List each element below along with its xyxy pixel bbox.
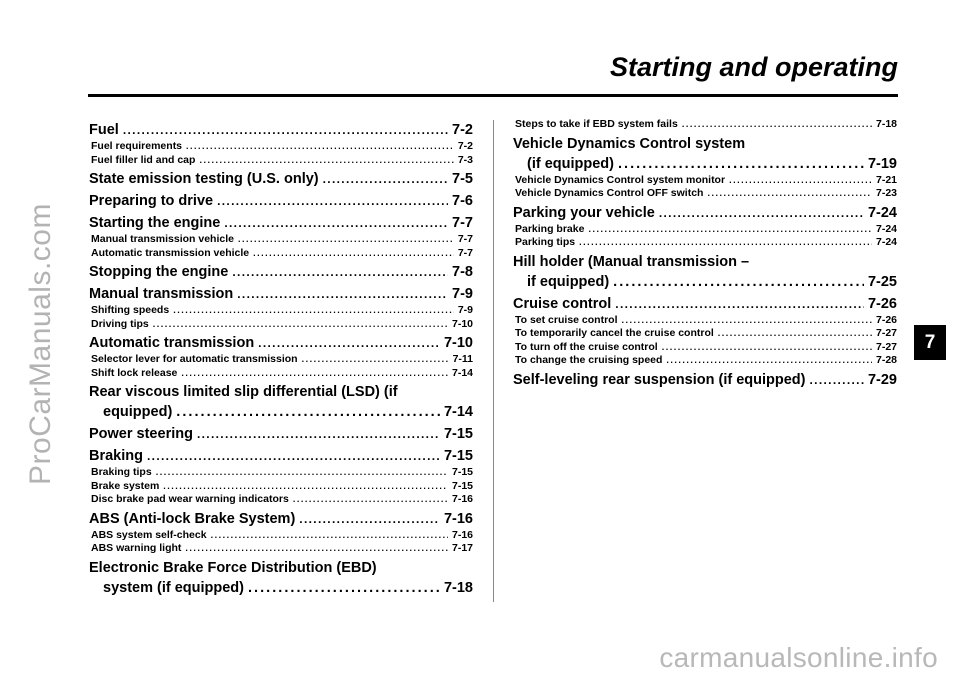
toc-entry-title: To set cruise control	[515, 313, 618, 326]
toc-entry-title: ABS (Anti-lock Brake System)	[89, 510, 296, 527]
toc-entry-page: 7-3	[457, 153, 473, 166]
toc-entry-title: Vehicle Dynamics Control OFF switch	[515, 187, 704, 199]
toc-leader-dots	[618, 154, 864, 174]
toc-entry-page: 7-18	[443, 579, 473, 596]
toc-entry-page: 7-7	[457, 246, 473, 259]
toc-entry-page: 7-15	[443, 448, 473, 464]
toc-entry-title: Parking your vehicle	[513, 204, 655, 221]
toc-leader-dots	[613, 272, 864, 292]
toc-leader-dots	[707, 187, 872, 201]
toc-entry-title: To temporarily cancel the cruise control	[515, 327, 714, 339]
toc-leader-dots	[299, 509, 440, 529]
toc-entry-page: 7-14	[451, 366, 473, 379]
toc-entry-title: Vehicle Dynamics Control system monitor	[515, 173, 726, 186]
toc-entry-heading-line2[interactable]	[513, 154, 897, 174]
toc-entry-title: Fuel filler lid and cap	[91, 153, 196, 166]
toc-right-column	[513, 118, 897, 390]
toc-entry-page: 7-24	[867, 204, 897, 221]
toc-entry-title: ABS warning light	[91, 542, 182, 554]
toc-entry-page: 7-11	[452, 353, 473, 365]
toc-entry-page: 7-27	[875, 340, 897, 353]
page-title: Starting and operating	[609, 52, 898, 82]
toc-leader-dots	[153, 318, 448, 332]
toc-leader-dots	[682, 118, 872, 132]
toc-leader-dots	[173, 304, 454, 318]
toc-entry-subheading[interactable]	[513, 341, 897, 355]
toc-entry-subheading[interactable]	[89, 318, 473, 332]
toc-leader-dots	[232, 262, 448, 282]
toc-entry-title: Fuel requirements	[91, 140, 183, 152]
toc-entry-page: 7-8	[452, 264, 473, 280]
toc-leader-dots	[238, 233, 454, 247]
toc-entry-page: 7-5	[452, 171, 473, 187]
toc-entry-subheading[interactable]	[513, 223, 897, 237]
toc-leader-dots	[181, 367, 448, 381]
toc-entry-page: 7-2	[457, 140, 473, 152]
toc-entry-subheading[interactable]	[89, 140, 473, 154]
toc-entry-heading-line2[interactable]	[89, 578, 473, 598]
toc-leader-dots	[217, 191, 448, 211]
toc-leader-dots	[622, 314, 872, 328]
toc-entry-page: 7-26	[867, 295, 897, 312]
toc-entry-title: Power steering	[89, 426, 193, 442]
toc-entry-heading[interactable]	[89, 169, 473, 189]
toc-entry-title: Braking	[89, 448, 143, 464]
toc-leader-dots	[224, 213, 448, 233]
toc-entry-title: Automatic transmission	[89, 335, 255, 351]
toc-entry-subheading[interactable]	[89, 304, 473, 318]
toc-entry-page: 7-21	[875, 173, 897, 186]
toc-entry-heading[interactable]	[89, 120, 473, 140]
toc-leader-dots	[176, 402, 440, 422]
toc-entry-heading-line1[interactable]: Hill holder (Manual transmission –	[513, 253, 750, 270]
toc-leader-dots	[185, 542, 448, 556]
toc-entry-heading[interactable]	[89, 446, 473, 466]
toc-leader-dots	[211, 529, 448, 543]
toc-entry-title: if equipped)	[527, 273, 610, 290]
toc-entry-title: ABS system self-check	[91, 528, 207, 541]
toc-entry-heading-line2[interactable]	[89, 402, 473, 422]
toc-leader-dots	[248, 578, 440, 598]
toc-leader-dots	[123, 120, 448, 140]
toc-entry-title: Steps to take if EBD system fails	[515, 118, 678, 130]
toc-leader-dots	[666, 354, 872, 368]
toc-entry-page: 7-16	[451, 493, 473, 505]
toc-entry-heading[interactable]	[513, 203, 897, 223]
toc-entry-page: 7-16	[443, 510, 473, 527]
toc-leader-dots	[718, 327, 872, 341]
toc-entry-title: Cruise control	[513, 295, 612, 312]
toc-entry-subheading[interactable]	[89, 247, 473, 261]
toc-entry-title: Starting the engine	[89, 215, 221, 231]
toc-entry-heading[interactable]	[513, 294, 897, 314]
toc-entry-page: 7-28	[875, 354, 897, 366]
toc-entry-page: 7-14	[443, 404, 473, 420]
toc-entry-subheading[interactable]	[513, 174, 897, 188]
toc-entry-subheading[interactable]	[513, 236, 897, 250]
toc-entry-title: Parking brake	[515, 222, 585, 235]
watermark-left	[6, 10, 76, 678]
toc-entry-heading[interactable]	[89, 262, 473, 282]
toc-leader-dots	[199, 154, 453, 168]
toc-entry-title: State emission testing (U.S. only)	[89, 171, 319, 187]
toc-entry-heading[interactable]	[89, 191, 473, 211]
toc-entry-title: To turn off the cruise control	[515, 340, 658, 353]
toc-entry-title: Self-leveling rear suspension (if equipped)	[513, 371, 806, 388]
toc-entry-heading[interactable]	[89, 509, 473, 529]
toc-entry-subheading[interactable]	[89, 353, 473, 367]
toc-entry-title: Disc brake pad wear warning indicators	[91, 493, 289, 505]
toc-entry-page: 7-15	[443, 426, 473, 442]
toc-entry-subheading[interactable]	[89, 542, 473, 556]
toc-entry-page: 7-15	[451, 466, 473, 478]
toc-entry-subheading[interactable]	[89, 154, 473, 168]
toc-leader-dots	[809, 370, 863, 390]
watermark-left-text: ProCarManuals.com	[24, 203, 57, 485]
toc-entry-heading-line1[interactable]: Rear viscous limited slip differential (LSD) (if	[89, 384, 398, 400]
toc-entry-page: 7-7	[457, 233, 473, 245]
toc-entry-subheading[interactable]	[89, 367, 473, 381]
toc-leader-dots	[163, 480, 448, 494]
toc-entry-title: Driving tips	[91, 317, 149, 330]
toc-entry-subheading[interactable]	[89, 480, 473, 494]
toc-entry-page: 7-26	[875, 313, 897, 326]
toc-entry-page: 7-2	[452, 122, 473, 138]
toc-entry-subheading[interactable]	[513, 314, 897, 328]
toc-entry-page: 7-17	[451, 542, 473, 554]
toc-entry-heading[interactable]	[513, 370, 897, 390]
chapter-tab: 7	[914, 325, 946, 360]
toc-entry-page: 7-25	[867, 273, 897, 290]
toc-left-column	[89, 118, 473, 598]
toc-entry-subheading[interactable]	[89, 466, 473, 480]
toc-entry-page: 7-24	[875, 236, 897, 248]
toc-entry-page: 7-29	[867, 371, 897, 388]
column-divider	[493, 120, 494, 602]
toc-leader-dots	[588, 223, 872, 237]
toc-entry-subheading[interactable]	[89, 493, 473, 507]
toc-entry-title: Parking tips	[515, 236, 576, 248]
toc-leader-dots	[186, 140, 454, 154]
toc-entry-title: Shifting speeds	[91, 304, 170, 316]
toc-leader-dots	[253, 247, 454, 261]
toc-entry-title: Stopping the engine	[89, 264, 229, 280]
toc-entry-page: 7-9	[452, 286, 473, 302]
toc-leader-dots	[293, 493, 448, 507]
toc-entry-page: 7-6	[452, 193, 473, 209]
toc-entry-heading-line1[interactable]: Vehicle Dynamics Control system	[513, 135, 746, 152]
toc-entry-page: 7-18	[875, 118, 897, 130]
toc-entry-title: Preparing to drive	[89, 193, 214, 209]
toc-leader-dots	[258, 333, 440, 353]
toc-leader-dots	[237, 284, 448, 304]
toc-entry-title: To change the cruising speed	[515, 354, 663, 366]
toc-leader-dots	[147, 446, 440, 466]
toc-leader-dots	[662, 341, 872, 355]
toc-entry-title: Shift lock release	[91, 366, 178, 379]
toc-entry-page: 7-16	[451, 528, 473, 541]
toc-entry-title: Brake system	[91, 479, 160, 492]
toc-entry-subheading[interactable]	[513, 354, 897, 368]
toc-leader-dots	[156, 466, 448, 480]
toc-entry-title: Manual transmission	[89, 286, 234, 302]
toc-entry-heading[interactable]	[89, 213, 473, 233]
toc-entry-page: 7-27	[875, 327, 897, 339]
toc-entry-subheading[interactable]	[89, 233, 473, 247]
toc-entry-subheading[interactable]	[513, 327, 897, 341]
toc-leader-dots	[579, 236, 872, 250]
toc-entry-page: 7-19	[867, 155, 897, 172]
toc-entry-subheading[interactable]	[513, 118, 897, 132]
toc-entry-title: equipped)	[103, 404, 173, 420]
toc-leader-dots	[323, 169, 448, 189]
toc-entry-heading-line2[interactable]	[513, 272, 897, 292]
toc-entry-page: 7-10	[443, 335, 473, 351]
toc-entry-title: Manual transmission vehicle	[91, 233, 234, 245]
header-divider	[88, 94, 898, 97]
toc-leader-dots	[615, 294, 864, 314]
toc-entry-title: Fuel	[89, 122, 119, 138]
toc-entry-page: 7-9	[457, 304, 473, 316]
toc-entry-page: 7-23	[875, 187, 897, 199]
watermark-bottom: carmanualsonline.info	[659, 642, 938, 673]
toc-entry-title: system (if equipped)	[103, 579, 244, 596]
toc-leader-dots	[659, 203, 864, 223]
toc-entry-page: 7-15	[451, 479, 473, 492]
toc-entry-subheading[interactable]	[89, 529, 473, 543]
toc-entry-title: Braking tips	[91, 466, 152, 478]
toc-entry-title: Automatic transmission vehicle	[91, 246, 250, 259]
toc-entry-heading[interactable]	[89, 284, 473, 304]
toc-entry-heading[interactable]	[89, 424, 473, 444]
toc-entry-heading[interactable]	[89, 333, 473, 353]
toc-leader-dots	[197, 424, 440, 444]
toc-entry-heading-line1[interactable]: Electronic Brake Force Distribution (EBD)	[89, 559, 377, 576]
toc-entry-title: Selector lever for automatic transmission	[91, 353, 298, 365]
toc-entry-page: 7-7	[452, 215, 473, 231]
toc-leader-dots	[729, 174, 872, 188]
toc-leader-dots	[302, 353, 449, 367]
toc-entry-page: 7-10	[451, 317, 473, 330]
toc-entry-page: 7-24	[875, 222, 897, 235]
toc-entry-title: (if equipped)	[527, 155, 614, 172]
toc-entry-subheading[interactable]	[513, 187, 897, 201]
